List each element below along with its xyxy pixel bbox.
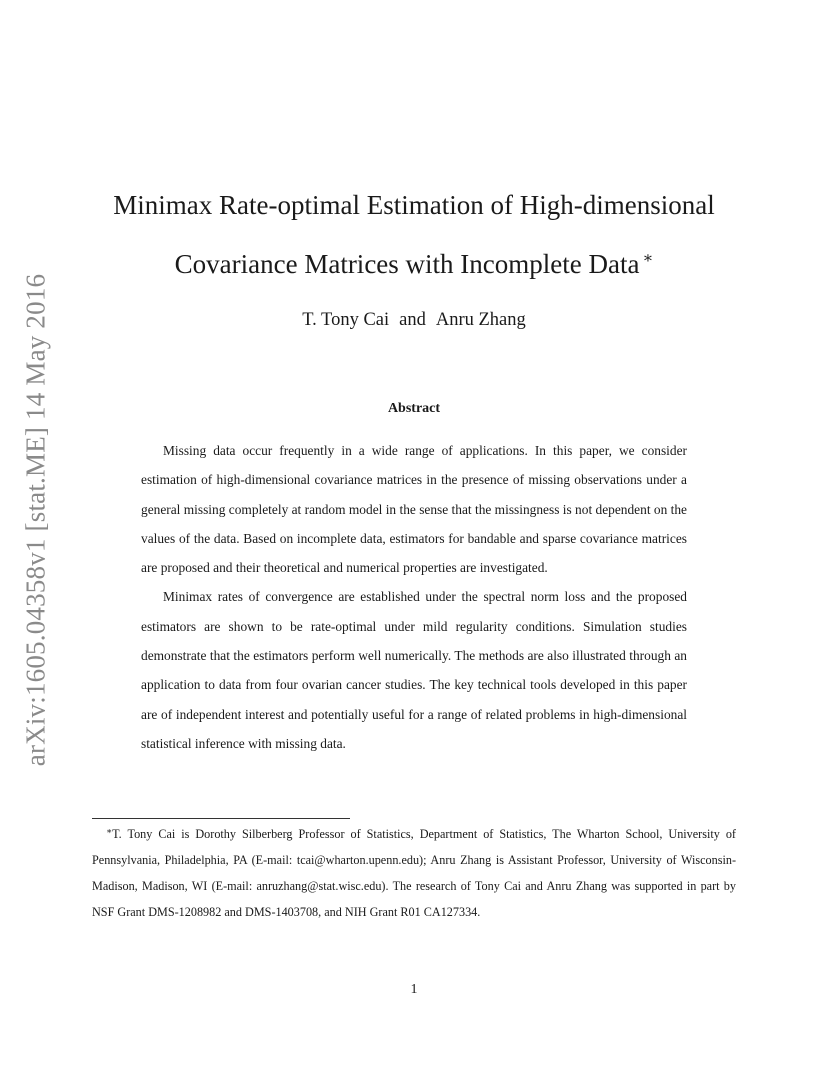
paper-title [60,178,768,291]
author-2: Anru Zhang [435,310,526,330]
abstract-heading: Abstract [387,401,441,416]
author-conjunction: and [399,310,426,330]
title-footnote-marker[interactable]: ∗ [642,250,654,267]
title-line-2-text: Covariance Matrices with Incomplete Data [174,249,640,279]
footnote-text: T. Tony Cai is Dorothy Silberberg Professor of Statistics, Department of Statistics, The Wharton School, University of Pennsylvania, Philadelphia, PA (E-mail: tcai@wharton.upenn.edu); Anru Zhang is Assistant Professor, University of Wisconsin-Madison, Madison, WI (E-mail: anruzhang@stat.wisc.edu). The research of Tony Cai and Anru Zhang was supported in part by NSF Grant DMS-1208982 and DMS-1403708, and NIH Grant R01 CA127334. [92,827,736,919]
arxiv-stamp: arXiv:1605.04358v1 [stat.ME] 14 May 2016 [20,273,51,767]
authors [60,310,768,331]
title-line-1: Minimax Rate-optimal Estimation of High-dimensional [113,190,715,220]
title-line-2 [60,232,768,291]
page-number: 1 [410,982,418,997]
footnote-marker: ∗ [106,826,113,836]
abstract-paragraph-2: Minimax rates of convergence are established under the spectral norm loss and the proposed estimators are shown to be rate-optimal under mild regularity conditions. Simulation studies demonstrate that the estimators perform well numerically. The methods are also illustrated through an application to data from four ovarian cancer studies. The key technical tools developed in this paper are of independent interest and potentially useful for a range of related problems in high-dimensional statistical inference with missing data. [141,589,687,751]
footnote [92,818,736,925]
abstract-paragraph-1: Missing data occur frequently in a wide range of applications. In this paper, we consider estimation of high-dimensional covariance matrices in the presence of missing observations under a general missing completely at random model in the sense that the missingness is not dependent on the values of the data. Based on incomplete data, estimators for bandable and sparse covariance matrices are proposed and their theoretical and numerical properties are investigated. [141,443,687,576]
abstract-body [141,436,687,758]
author-1: T. Tony Cai [302,310,390,330]
